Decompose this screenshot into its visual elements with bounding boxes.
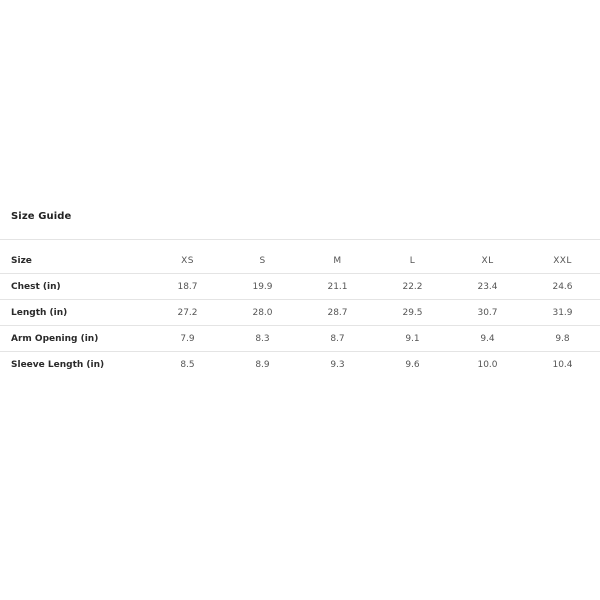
table-cell: 9.6 (405, 359, 420, 370)
row-label: Sleeve Length (in) (11, 359, 105, 370)
column-header-l: L (375, 248, 450, 274)
table-cell: 9.4 (450, 326, 525, 352)
table-row-length (0, 300, 600, 326)
title-divider (0, 239, 600, 240)
table-cell: 9.1 (375, 326, 450, 352)
table-cell: 7.9 (150, 326, 225, 352)
row-label: Length (in) (0, 300, 150, 326)
column-header-xs: XS (150, 248, 225, 274)
table-cell: 8.9 (255, 359, 270, 370)
table-row-chest (0, 274, 600, 300)
table-cell: 22.2 (375, 274, 450, 300)
table-cell: 28.0 (225, 300, 300, 326)
page-title: Size Guide (11, 211, 72, 222)
size-table (0, 248, 600, 377)
row-label: Arm Opening (in) (0, 326, 150, 352)
column-header-xl: XL (450, 248, 525, 274)
table-cell: 9.3 (330, 359, 345, 370)
table-cell: 30.7 (450, 300, 525, 326)
table-cell: 24.6 (525, 274, 600, 300)
table-cell: 31.9 (525, 300, 600, 326)
table-cell: 18.7 (150, 274, 225, 300)
row-label: Chest (in) (0, 274, 150, 300)
table-cell: 19.9 (225, 274, 300, 300)
table-cell: 8.7 (300, 326, 375, 352)
table-cell: 9.8 (525, 326, 600, 352)
table-cell: 10.4 (552, 359, 573, 370)
table-cell: 29.5 (375, 300, 450, 326)
table-cell: 8.5 (180, 359, 195, 370)
column-header-m: M (300, 248, 375, 274)
column-header-size: Size (0, 248, 150, 274)
table-header-row (0, 248, 600, 274)
column-header-s: S (225, 248, 300, 274)
table-cell: 8.3 (225, 326, 300, 352)
table-cell: 27.2 (150, 300, 225, 326)
table-cell: 23.4 (450, 274, 525, 300)
table-cell: 10.0 (477, 359, 498, 370)
size-guide (0, 205, 600, 377)
table-row-arm-opening (0, 326, 600, 352)
table-row-sleeve-length (0, 352, 600, 378)
table-cell: 21.1 (300, 274, 375, 300)
table-cell: 28.7 (300, 300, 375, 326)
column-header-xxl: XXL (525, 248, 600, 274)
